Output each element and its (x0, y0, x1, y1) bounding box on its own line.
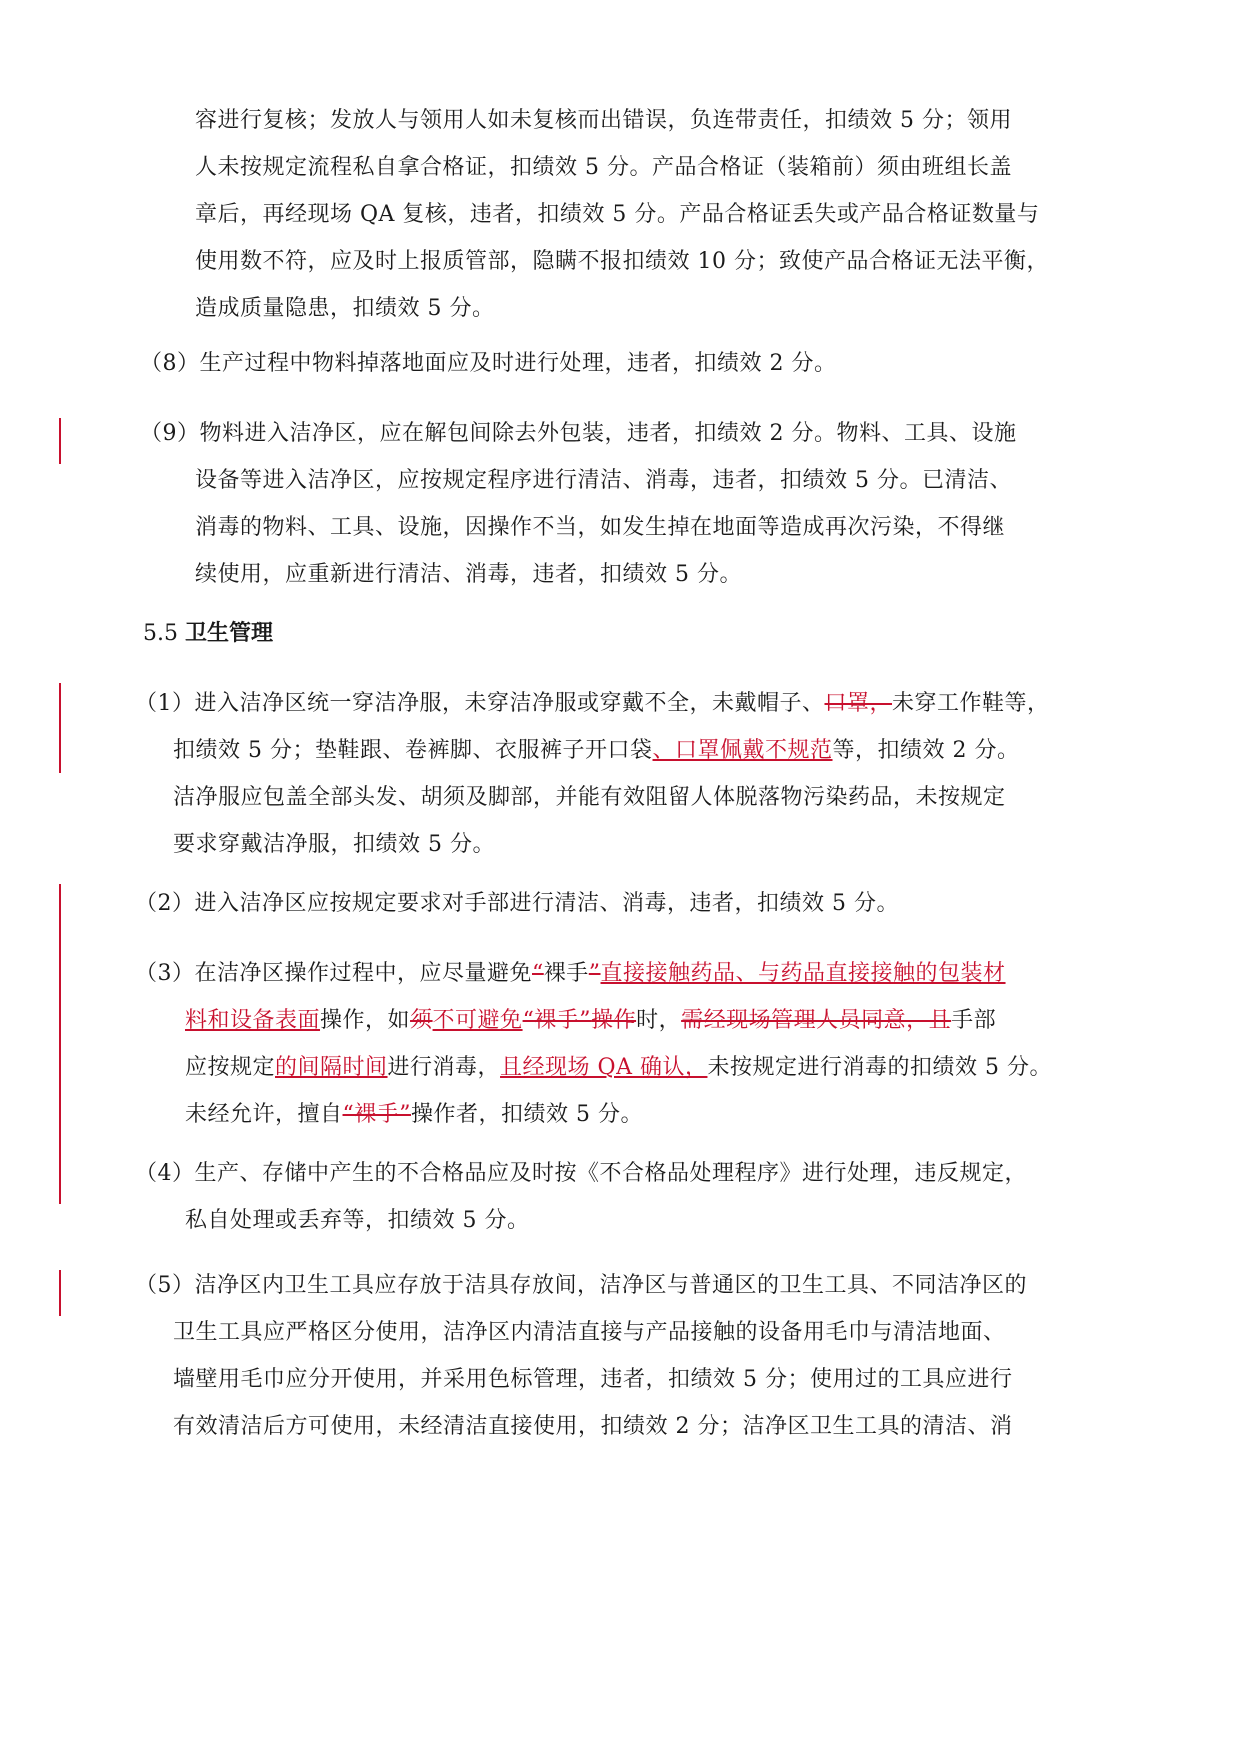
deleted-text: 口罩， (824, 691, 893, 716)
text-line: 要求穿戴洁净服，扣绩效 5 分。 (173, 832, 495, 857)
hygiene-item-1 (135, 680, 1050, 868)
text-run: 未经允许，擅自 (185, 1102, 343, 1127)
text-line (135, 950, 1052, 997)
text-line: 容进行复核；发放人与领用人如未复核而出错误，负连带责任，扣绩效 5 分；领用 (195, 108, 1012, 133)
text-run: 操作，如 (320, 1008, 411, 1033)
hygiene-item-2 (135, 880, 899, 927)
hygiene-item-3 (135, 950, 1052, 1138)
hygiene-item-4 (135, 1150, 1027, 1244)
text-line (135, 680, 1050, 727)
deleted-text: ” (588, 961, 601, 986)
inserted-text: 料和设备表面 (185, 1008, 321, 1033)
text-line: 人未按规定流程私自拿合格证，扣绩效 5 分。产品合格证（装箱前）须由班组长盖 (195, 155, 1012, 180)
text-line (135, 1044, 1052, 1091)
text-line: （8）生产过程中物料掉落地面应及时进行处理，违者，扣绩效 2 分。 (140, 351, 837, 376)
change-bar-s5 (59, 1270, 61, 1316)
text-line: （4）生产、存储中产生的不合格品应及时按《不合格品处理程序》进行处理，违反规定， (135, 1161, 1028, 1186)
text-line: 洁净服应包盖全部头发、胡须及脚部，并能有效阻留人体脱落物污染药品，未按规定 (173, 785, 1006, 810)
deleted-text: 需经现场管理人员同意，且 (681, 1008, 952, 1033)
text-line: （5）洁净区内卫生工具应存放于洁具存放间，洁净区与普通区的卫生工具、不同洁净区的 (135, 1273, 1028, 1298)
text-run: （3）在洁净区操作过程中，应尽量避免 (135, 961, 532, 986)
inserted-text: 且经现场 QA 确认， (500, 1055, 708, 1080)
deleted-text: “ (532, 961, 544, 986)
text-line: 卫生工具应严格区分使用，洁净区内清洁直接与产品接触的设备用毛巾与清洁地面、 (173, 1320, 1006, 1345)
text-line (135, 997, 1052, 1044)
section-number: 5.5 (143, 621, 178, 646)
inserted-text: 、口罩佩戴不规范 (652, 738, 833, 763)
text-line: 使用数不符，应及时上报质管部，隐瞒不报扣绩效 10 分；致使产品合格证无法平衡， (195, 249, 1049, 274)
section-heading (143, 610, 273, 657)
text-line: 章后，再经现场 QA 复核，违者，扣绩效 5 分。产品合格证丢失或产品合格证数量与 (195, 202, 1040, 227)
item-9 (140, 410, 1016, 598)
inserted-text: 的间隔时间 (275, 1055, 388, 1080)
section-title: 卫生管理 (185, 621, 274, 646)
inserted-text: 不可避免 (432, 1008, 523, 1033)
text-line: 有效清洁后方可使用，未经清洁直接使用，扣绩效 2 分；洁净区卫生工具的清洁、消 (173, 1414, 1013, 1439)
text-run: 时， (636, 1008, 682, 1033)
text-line (135, 1091, 1052, 1138)
hygiene-item-5 (135, 1262, 1027, 1450)
text-run: 进行消毒， (387, 1055, 501, 1080)
text-line: 消毒的物料、工具、设施，因操作不当，如发生掉在地面等造成再次污染，不得继 (195, 515, 1006, 540)
inserted-text: 直接接触药品、与药品直接接触的包装材 (600, 961, 1006, 986)
text-line: 私自处理或丢弃等，扣绩效 5 分。 (185, 1208, 530, 1233)
text-line: （9）物料进入洁净区，应在解包间除去外包装，违者，扣绩效 2 分。物料、工具、设施 (140, 421, 1017, 446)
text-line: 设备等进入洁净区，应按规定程序进行清洁、消毒，违者，扣绩效 5 分。已清洁、 (195, 468, 1012, 493)
text-run: 等，扣绩效 2 分。 (832, 738, 1020, 763)
text-line (135, 727, 1050, 774)
text-line: 造成质量隐患，扣绩效 5 分。 (195, 296, 495, 321)
text-run: 手部 (951, 1008, 997, 1033)
deleted-text: 须 (410, 1008, 433, 1033)
deleted-text: 操作 (591, 1008, 637, 1033)
change-bar-item9 (59, 418, 61, 464)
deleted-text: “裸手” (342, 1102, 412, 1127)
text-run: 未按规定进行消毒的扣绩效 5 分。 (707, 1055, 1052, 1080)
change-bar-s2-s4 (59, 884, 61, 1204)
deleted-text: “裸手” (522, 1008, 592, 1033)
intro-paragraph (195, 97, 1049, 332)
text-run: 应按规定 (185, 1055, 276, 1080)
text-run: 扣绩效 5 分；垫鞋跟、卷裤脚、衣服裤子开口袋 (173, 738, 653, 763)
item-8 (140, 340, 836, 387)
text-run: （1）进入洁净区统一穿洁净服，未穿洁净服或穿戴不全，未戴帽子、 (135, 691, 825, 716)
text-run: 裸手 (543, 961, 589, 986)
text-line: （2）进入洁净区应按规定要求对手部进行清洁、消毒，违者，扣绩效 5 分。 (135, 891, 899, 916)
text-line: 续使用，应重新进行清洁、消毒，违者，扣绩效 5 分。 (195, 562, 742, 587)
text-run: 未穿工作鞋等， (892, 691, 1050, 716)
text-line: 墙壁用毛巾应分开使用，并采用色标管理，违者，扣绩效 5 分；使用过的工具应进行 (173, 1367, 1013, 1392)
text-run: 操作者，扣绩效 5 分。 (411, 1102, 643, 1127)
change-bar-s1 (59, 683, 61, 773)
